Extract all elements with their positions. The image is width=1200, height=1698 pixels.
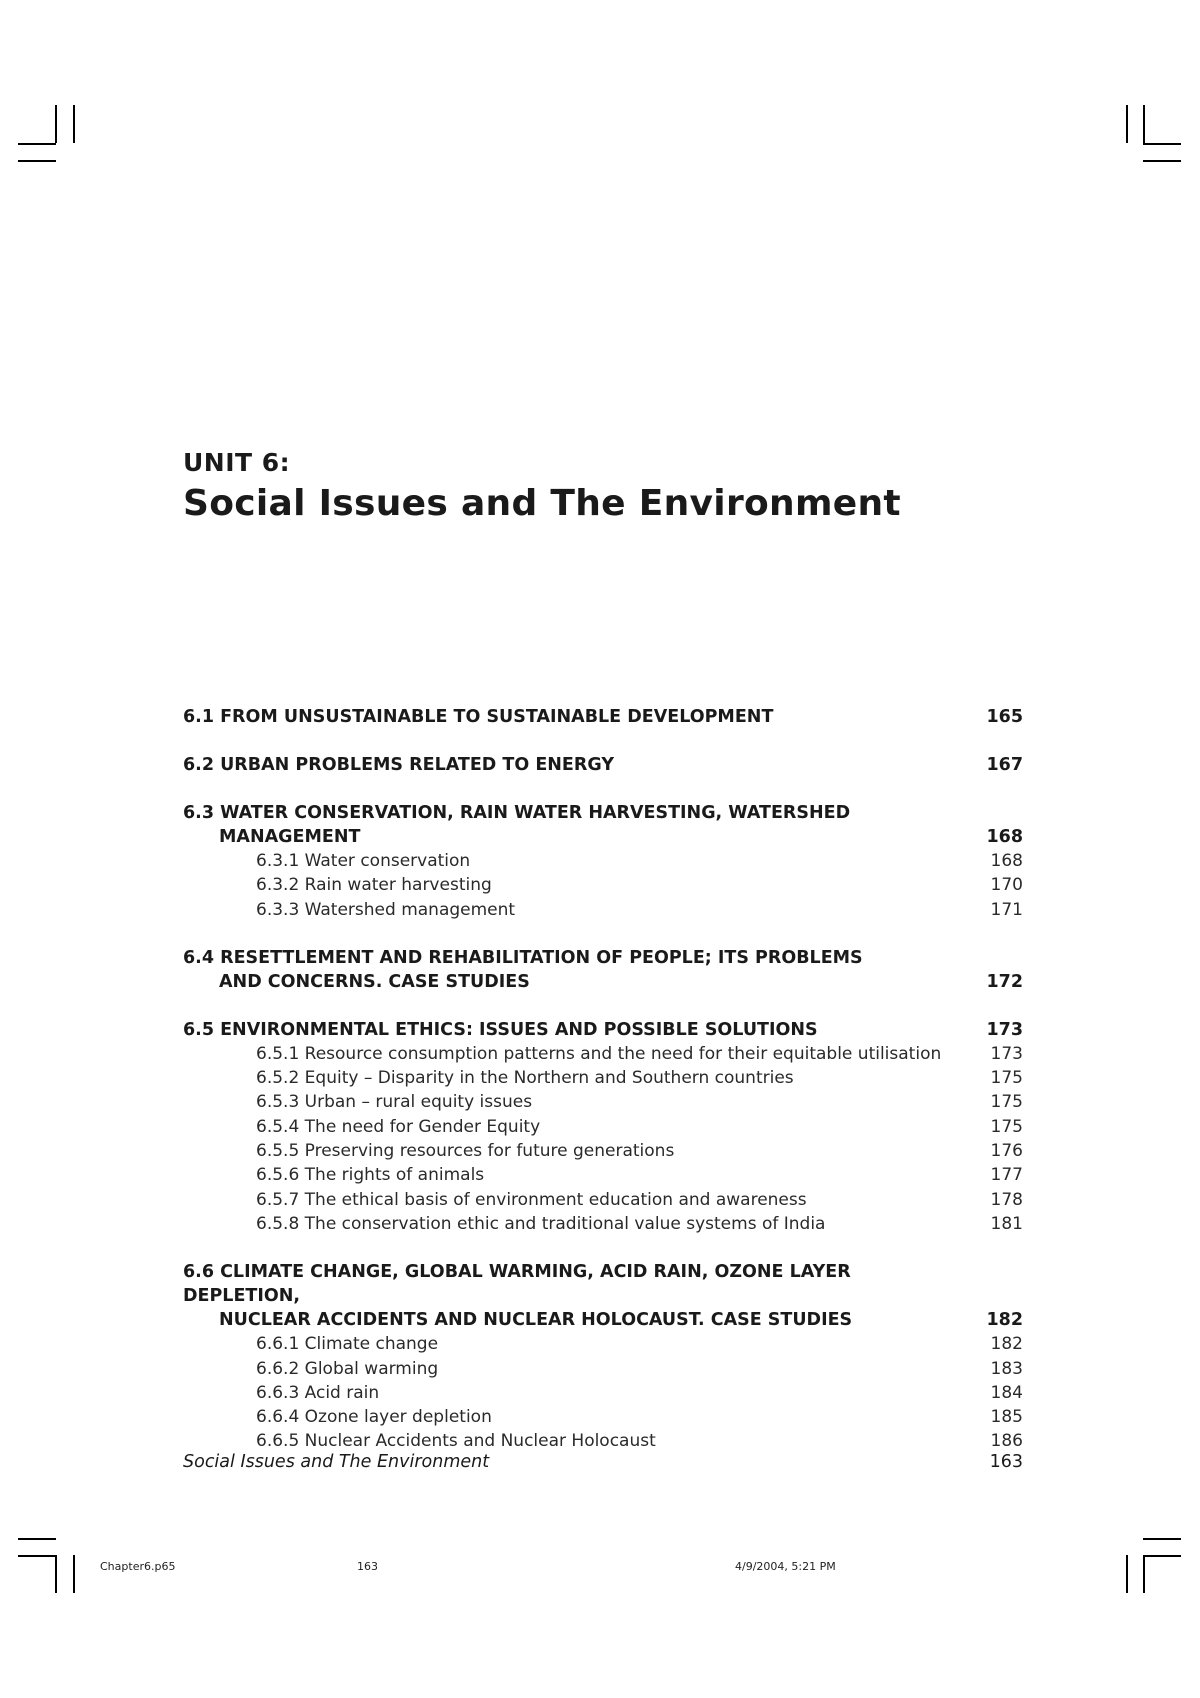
running-footer <box>183 1452 1023 1472</box>
page-number: 177 <box>990 1165 1023 1186</box>
table-of-contents <box>183 705 1023 1454</box>
section-title-line2: NUCLEAR ACCIDENTS AND NUCLEAR HOLOCAUST. CASE STUDIES <box>219 1310 853 1331</box>
page-number: 175 <box>990 1116 1023 1137</box>
section-title: 6.1 FROM UNSUSTAINABLE TO SUSTAINABLE DEVELOPMENT <box>183 707 774 727</box>
page-number: 182 <box>986 1310 1023 1331</box>
toc-section-6-1[interactable] <box>183 705 1023 729</box>
crop-mark <box>18 1555 56 1557</box>
subsection-title: 6.3.2 Rain water harvesting <box>256 875 492 896</box>
toc-subsection[interactable] <box>183 1212 1023 1236</box>
subsection-title: 6.5.1 Resource consumption patterns and the need for their equitable utilisation <box>256 1043 942 1064</box>
crop-mark <box>18 143 56 145</box>
section-title-line1: 6.4 RESETTLEMENT AND REHABILITATION OF PEOPLE; ITS PROBLEMS <box>183 947 863 968</box>
toc-section-6-4[interactable] <box>183 946 1023 994</box>
toc-subsection[interactable] <box>183 1042 1023 1066</box>
page-number: 181 <box>990 1213 1023 1234</box>
crop-mark <box>73 1555 75 1593</box>
slug-page: 163 <box>357 1560 378 1573</box>
page-number: 167 <box>986 755 1023 775</box>
crop-mark <box>1143 1538 1181 1540</box>
toc-subsection[interactable] <box>183 1163 1023 1187</box>
toc-subsection[interactable] <box>183 1066 1023 1090</box>
crop-mark <box>1143 160 1181 162</box>
unit-label: UNIT 6: <box>183 448 291 477</box>
section-title: 6.5 ENVIRONMENTAL ETHICS: ISSUES AND POSSIBLE SOLUTIONS <box>183 1019 818 1040</box>
subsection-title: 6.6.5 Nuclear Accidents and Nuclear Holocaust <box>256 1431 656 1452</box>
toc-subsection[interactable] <box>183 1188 1023 1212</box>
section-title-line2: MANAGEMENT <box>219 827 361 847</box>
toc-section-6-3[interactable] <box>183 801 1023 849</box>
crop-mark <box>55 1555 57 1593</box>
subsection-title: 6.6.2 Global warming <box>256 1358 439 1379</box>
page-number: 184 <box>990 1382 1023 1403</box>
page-number: 172 <box>986 971 1023 992</box>
toc-subsection[interactable] <box>183 1090 1023 1114</box>
subsection-title: 6.5.5 Preserving resources for future generations <box>256 1141 675 1162</box>
section-title-line1: 6.3 WATER CONSERVATION, RAIN WATER HARVESTING, WATERSHED <box>183 803 851 823</box>
subsection-title: 6.6.3 Acid rain <box>256 1382 380 1403</box>
page-number: 170 <box>990 875 1023 896</box>
page-number: 176 <box>990 1141 1023 1162</box>
toc-subsection[interactable] <box>183 1115 1023 1139</box>
crop-mark <box>73 105 75 143</box>
crop-mark <box>1126 105 1128 143</box>
slug-filename: Chapter6.p65 <box>100 1560 176 1573</box>
footer-page-number: 163 <box>989 1452 1023 1472</box>
subsection-title: 6.5.7 The ethical basis of environment education and awareness <box>256 1189 807 1210</box>
subsection-title: 6.6.4 Ozone layer depletion <box>256 1407 492 1428</box>
page-number: 165 <box>986 707 1023 727</box>
crop-mark <box>1143 1555 1181 1557</box>
page-number: 168 <box>990 851 1023 871</box>
subsection-title: 6.5.6 The rights of animals <box>256 1165 485 1186</box>
unit-title: Social Issues and The Environment <box>183 483 901 524</box>
subsection-title: 6.6.1 Climate change <box>256 1334 439 1355</box>
page-number: 175 <box>990 1068 1023 1089</box>
section-title: 6.2 URBAN PROBLEMS RELATED TO ENERGY <box>183 755 614 775</box>
page-number: 173 <box>986 1019 1023 1040</box>
toc-section-6-2[interactable] <box>183 753 1023 777</box>
toc-subsection[interactable] <box>183 849 1023 873</box>
page-number: 186 <box>990 1431 1023 1452</box>
toc-subsection[interactable] <box>183 1357 1023 1381</box>
crop-mark <box>18 160 56 162</box>
subsection-title: 6.5.2 Equity – Disparity in the Northern and Southern countries <box>256 1068 794 1089</box>
toc-subsection[interactable] <box>183 1405 1023 1429</box>
page-number: 175 <box>990 1092 1023 1113</box>
subsection-title: 6.5.4 The need for Gender Equity <box>256 1116 541 1137</box>
toc-subsection[interactable] <box>183 898 1023 922</box>
crop-mark <box>55 105 57 143</box>
crop-mark <box>18 1538 56 1540</box>
slug-date: 4/9/2004, 5:21 PM <box>735 1560 836 1573</box>
page-number: 168 <box>986 827 1023 847</box>
toc-section-6-6[interactable] <box>183 1260 1023 1332</box>
page-number: 183 <box>990 1358 1023 1379</box>
section-title-line2: AND CONCERNS. CASE STUDIES <box>219 971 530 992</box>
toc-subsection[interactable] <box>183 1429 1023 1453</box>
toc-subsection[interactable] <box>183 1381 1023 1405</box>
toc-subsection[interactable] <box>183 873 1023 897</box>
page-number: 171 <box>990 899 1023 920</box>
crop-mark <box>1143 105 1145 143</box>
page-number: 185 <box>990 1407 1023 1428</box>
page-number: 182 <box>990 1334 1023 1355</box>
subsection-title: 6.3.1 Water conservation <box>256 851 471 871</box>
crop-mark <box>1126 1555 1128 1593</box>
toc-section-6-5[interactable] <box>183 1018 1023 1042</box>
page-number: 173 <box>990 1043 1023 1064</box>
crop-mark <box>1143 143 1181 145</box>
section-title-line1: 6.6 CLIMATE CHANGE, GLOBAL WARMING, ACID RAIN, OZONE LAYER DEPLETION, <box>183 1262 851 1307</box>
subsection-title: 6.5.8 The conservation ethic and traditional value systems of India <box>256 1213 826 1234</box>
subsection-title: 6.3.3 Watershed management <box>256 899 516 920</box>
footer-title: Social Issues and The Environment <box>183 1452 490 1472</box>
page-number: 178 <box>990 1189 1023 1210</box>
toc-subsection[interactable] <box>183 1139 1023 1163</box>
crop-mark <box>1143 1555 1145 1593</box>
toc-subsection[interactable] <box>183 1332 1023 1356</box>
subsection-title: 6.5.3 Urban – rural equity issues <box>256 1092 533 1113</box>
